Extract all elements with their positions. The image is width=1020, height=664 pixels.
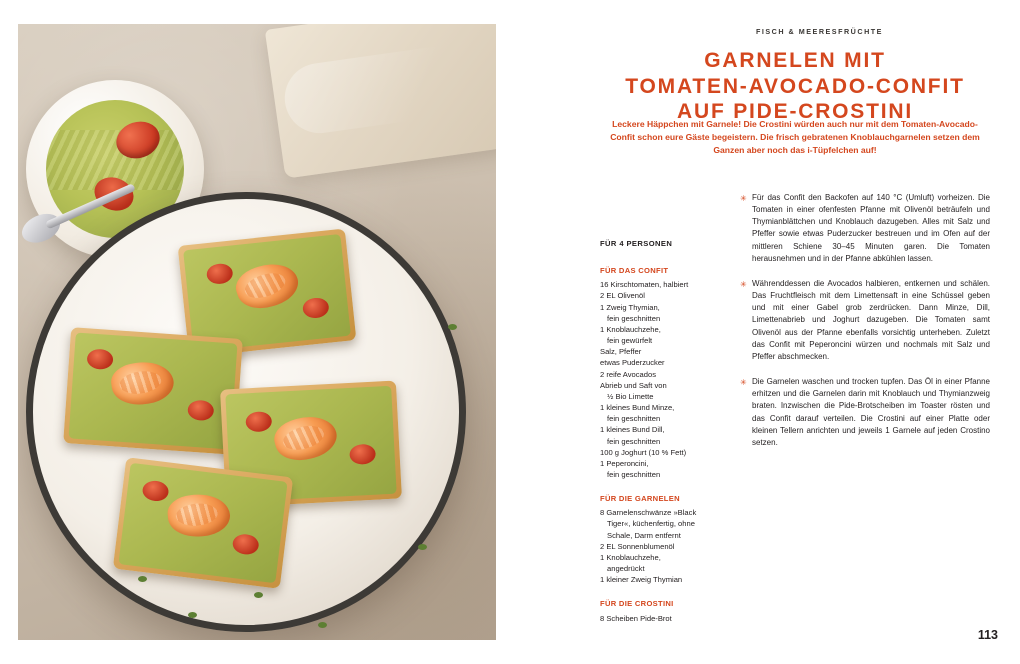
tomato-half [86,348,113,370]
ingredient-item: fein geschnitten [607,414,661,424]
step-text: Die Garnelen waschen und trocken tupfen. Das Öl in einer Pfanne erhitzen und die Garnelen darin mit Knoblauch und Thymianzweig braten. Inzwischen die Pide-Brotscheiben im Toaster rösten und das Confit darauf verteilen. Die Crostini auf einer Platte oder kleinen Tellern anrichten und jeweils 1 Garnele auf jeden Crostino setzen. [752,377,990,447]
ingredient-item: fein geschnitten [607,469,661,479]
step-text: Währenddessen die Avocados halbieren, entkernen und schälen. Das Fruchtfleisch mit dem Limettensaft in eine Schüssel geben und mit einer Gabel grob zerdrücken. Dann Minze, Dill, Limettenabrieb und Joghurt dazugeben. Die Tomaten samt Olivenöl aus der Pfanne ebenfalls vorsichtig unterheben. Zuletzt das Confit mit Peperoncini würzen und nochmals mit Salz und Pfeffer abschmecken. [752,278,990,361]
ingredient-item: 1 kleiner Zweig Thymian [600,575,683,585]
ingredient-item: 1 Knoblauchzehe, [600,552,661,562]
ingredient-item: 2 EL Sonnenblumenöl [600,541,675,551]
servings-label: FÜR 4 PERSONEN [600,239,673,248]
shrimp [270,410,341,467]
crostino [63,327,243,455]
tomato-half [245,411,272,432]
shrimp [109,358,176,408]
herb-garnish [318,622,327,628]
ingredients-column [600,238,722,637]
ingredient-item: etwas Puderzucker [600,358,665,368]
shrimp [166,492,231,539]
title-line-1: GARNELEN MIT [704,49,886,72]
ingredient-item: 1 Knoblauchzehe, [600,324,661,334]
ingredient-group [600,598,722,623]
asterisk-icon: ✳ [740,279,747,289]
ingredient-item: 1 kleines Bund Minze, [600,403,675,413]
tomato-half [349,444,376,465]
crostino [113,457,293,589]
recipe-text-page [520,0,1020,664]
ingredient-group [600,265,722,480]
step-text: Für das Confit den Backofen auf 140 °C (Umluft) vorheizen. Die Tomaten in einer ofenfesten Pfanne mit Olivenöl beträufeln und Thymianblättchen und Knoblauch dazugeben. Alles mit Salz und Pfeffer sowie etwas Puderzucker bestreuen und im Ofen auf der mittleren Schiene 30–45 Minuten garen. Die Tomaten herausnehmen und in der Pfanne abkühlen lassen. [752,193,990,263]
chapter-label: FISCH & MEERESFRÜCHTE [756,27,883,36]
title-line-3: AUF PIDE-CROSTINI [677,100,913,124]
ingredient-group-heading: FÜR DIE GARNELEN [600,494,680,504]
ingredient-item: 1 Zweig Thymian, [600,302,660,312]
ingredient-item: 8 Scheiben Pide-Brot [600,613,672,623]
tomato-half [141,479,169,502]
spoon-scoop [18,208,65,248]
napkin [265,24,496,179]
ingredient-item: Tiger«, küchenfertig, ohne [607,519,695,529]
serving-plate [26,192,466,632]
tomato-half [187,399,214,421]
ingredient-item: ½ Bio Limette [607,391,654,401]
herb-garnish [254,592,263,598]
tomato-half [112,116,165,164]
tomato-half [206,263,234,286]
herb-garnish [138,576,147,582]
preparation-steps [740,192,990,462]
step [740,192,990,265]
ingredient-item: angedrückt [607,564,645,574]
ingredient-item: 1 kleines Bund Dill, [600,425,665,435]
ingredient-item: 2 EL Olivenöl [600,291,645,301]
ingredient-group [600,493,722,585]
shrimp [231,256,303,315]
step [740,376,990,449]
ingredient-group-heading: FÜR DAS CONFIT [600,266,669,276]
asterisk-icon: ✳ [740,194,747,203]
ingredient-item: 100 g Joghurt (10 % Fett) [600,447,687,457]
ingredient-item: fein geschnitten [607,313,661,323]
title-line-2: TOMATEN-AVOCADO-CONFIT [625,74,965,98]
photo-background [18,24,496,640]
herb-garnish [188,612,197,618]
ingredient-item: Salz, Pfeffer [600,347,642,357]
tomato-half [302,297,330,320]
tomato-half [232,533,260,556]
ingredient-item: 2 reife Avocados [600,369,657,379]
ingredient-group-heading: FÜR DIE CROSTINI [600,599,674,609]
ingredient-item: Schale, Darm entfernt [607,530,681,540]
ingredient-item: 8 Garnelenschwänze »Black [600,508,697,518]
ingredient-item: fein gewürfelt [607,336,653,346]
recipe-intro: Leckere Häppchen mit Garnele! Die Crostini würden auch nur mit dem Tomaten-Avocado-Confit schon eure Gäste begeistern. Die frisch gebratenen Knoblauchgarnelen setzen dem Ganzen aber noch das i-Tüpfelchen auf! [610,119,980,155]
ingredient-item: 1 Peperoncini, [600,458,649,468]
recipe-photo [18,24,496,640]
asterisk-icon: ✳ [740,378,747,388]
ingredient-item: 16 Kirschtomaten, halbiert [600,280,689,290]
herb-garnish [448,324,457,330]
page-title [585,48,1005,125]
ingredient-item: fein geschnitten [607,436,661,446]
step [740,278,990,363]
page-number: 113 [977,628,998,642]
herb-garnish [418,544,427,550]
ingredient-item: Abrieb und Saft von [600,380,667,390]
